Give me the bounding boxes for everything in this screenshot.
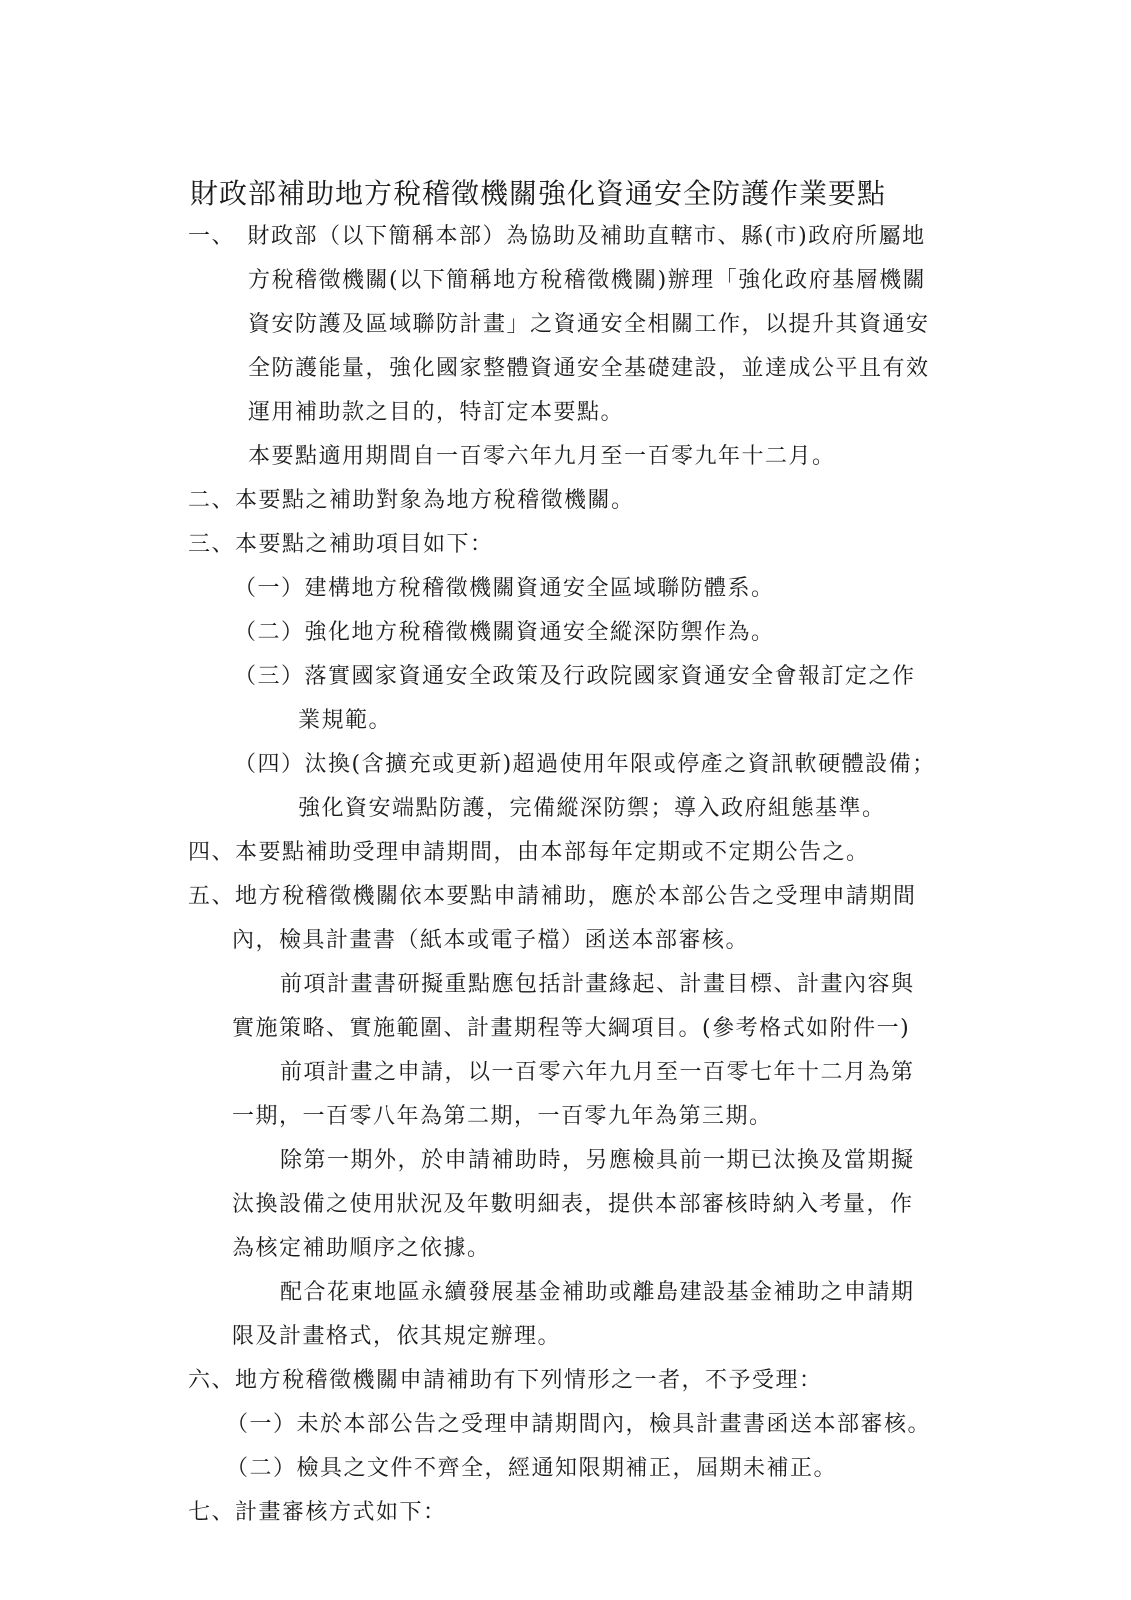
text-line: 前項計畫書研擬重點應包括計畫緣起、計畫目標、計畫內容與 (280, 972, 915, 997)
text-line: 五、地方稅稽徵機關依本要點申請補助，應於本部公告之受理申請期間 (188, 884, 917, 909)
text-line: （二）強化地方稅稽徵機關資通安全縱深防禦作為。 (234, 620, 775, 645)
text-line: 前項計畫之申請，以一百零六年九月至一百零七年十二月為第 (280, 1060, 915, 1085)
text-line: 全防護能量，強化國家整體資通安全基礎建設，並達成公平且有效 (248, 356, 930, 381)
text-line: 汰換設備之使用狀況及年數明細表，提供本部審核時納入考量，作 (232, 1192, 914, 1217)
document-title: 財政部補助地方稅稽徵機關強化資通安全防護作業要點 (190, 177, 887, 210)
text-line: 強化資安端點防護，完備縱深防禦；導入政府組態基準。 (298, 796, 886, 821)
text-line: （一）未於本部公告之受理申請期間內，檢具計畫書函送本部審核。 (226, 1412, 932, 1437)
text-line: （二）檢具之文件不齊全，經通知限期補正，屆期未補正。 (226, 1456, 838, 1481)
text-line: 內，檢具計畫書（紙本或電子檔）函送本部審核。 (232, 928, 750, 953)
text-line: 三、本要點之補助項目如下： (188, 532, 494, 557)
text-line: 方稅稽徵機關(以下簡稱地方稅稽徵機關)辦理「強化政府基層機關 (248, 268, 927, 293)
text-line: 二、本要點之補助對象為地方稅稽徵機關。 (188, 488, 635, 513)
text-line: 業規範。 (298, 708, 393, 733)
text-line: 配合花東地區永續發展基金補助或離島建設基金補助之申請期 (280, 1280, 915, 1305)
text-line: 四、本要點補助受理申請期間，由本部每年定期或不定期公告之。 (188, 840, 870, 865)
text-line: 一期，一百零八年為第二期，一百零九年為第三期。 (232, 1104, 773, 1129)
text-line: 六、地方稅稽徵機關申請補助有下列情形之一者，不予受理： (188, 1368, 823, 1393)
text-line: （三）落實國家資通安全政策及行政院國家資通安全會報訂定之作 (234, 664, 916, 689)
text-line: 實施策略、實施範圍、計畫期程等大綱項目。(參考格式如附件一) (232, 1016, 911, 1041)
text-line: 本要點適用期間自一百零六年九月至一百零九年十二月。 (248, 444, 836, 469)
text-line: （四）汰換(含擴充或更新)超過使用年限或停產之資訊軟硬體設備； (234, 752, 936, 777)
text-line: 為核定補助順序之依據。 (232, 1236, 491, 1261)
text-line: 七、計畫審核方式如下： (188, 1500, 447, 1525)
text-line: 一、 財政部（以下簡稱本部）為協助及補助直轄市、縣(市)政府所屬地 (188, 224, 926, 249)
text-line: 資安防護及區域聯防計畫」之資通安全相關工作，以提升其資通安 (248, 312, 930, 337)
text-line: 除第一期外，於申請補助時，另應檢具前一期已汰換及當期擬 (280, 1148, 915, 1173)
text-line: 運用補助款之目的，特訂定本要點。 (248, 400, 625, 425)
text-line: （一）建構地方稅稽徵機關資通安全區域聯防體系。 (234, 576, 775, 601)
text-line: 限及計畫格式，依其規定辦理。 (232, 1324, 562, 1349)
